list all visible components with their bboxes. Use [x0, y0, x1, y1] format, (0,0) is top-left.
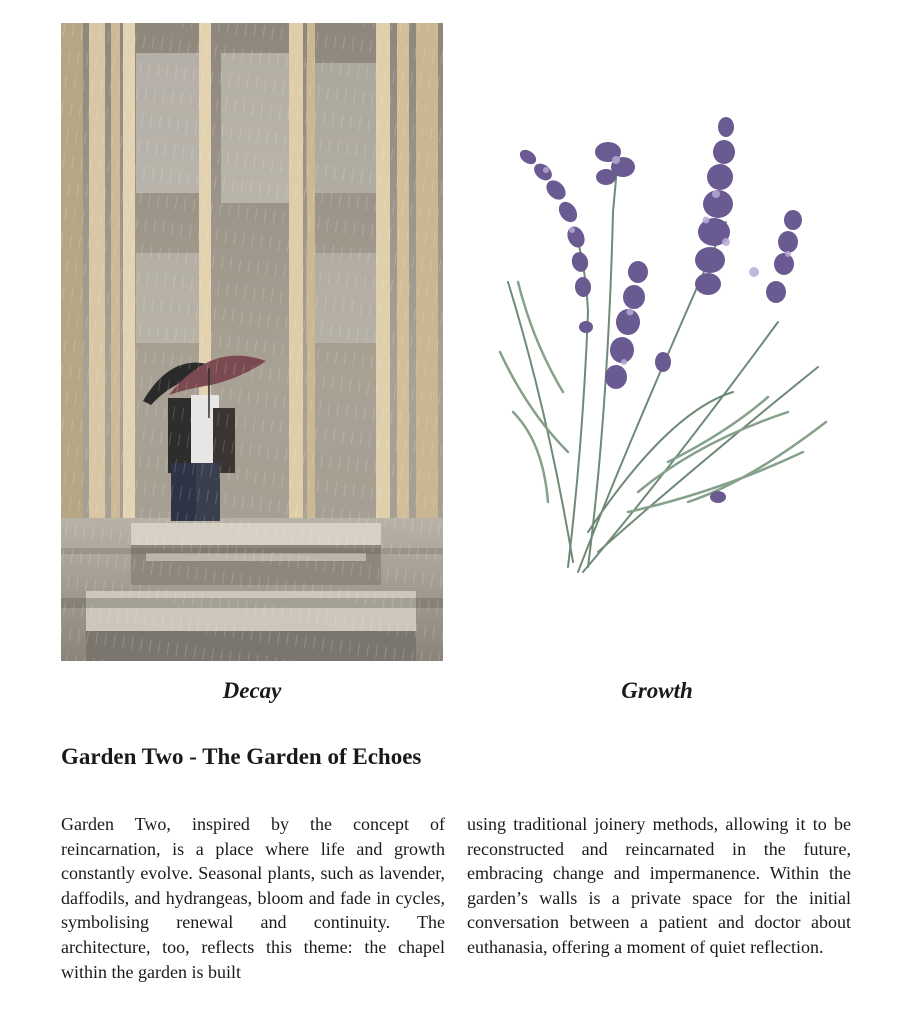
- lavender-watercolor-illustration: [488, 112, 836, 574]
- body-text-right-column: using traditional joinery methods, allowing it to be reconstructed and reincarnated in the future, embracing change and impermanence. Within the garden’s walls is a private space for the initial conversation between a patient and doctor about euthanasia, offering a moment of quiet reflection.: [467, 814, 851, 957]
- body-text-left-column: Garden Two, inspired by the concept of reincarnation, is a place where life and growth constantly evolve. Seasonal plants, such as lavender, daffodils, and hydrangeas, bloom and fade in cycles, symbolising renewal and continuity. The architecture, too, reflects this theme: the chapel within the garden is built: [61, 814, 445, 982]
- caption-decay: Decay: [222, 678, 282, 703]
- caption-growth: Growth: [621, 678, 693, 703]
- decay-render-image: [61, 23, 443, 661]
- architectural-render-illustration: [61, 23, 443, 661]
- section-title: Garden Two - The Garden of Echoes: [61, 744, 422, 769]
- growth-lavender-image: [488, 112, 836, 574]
